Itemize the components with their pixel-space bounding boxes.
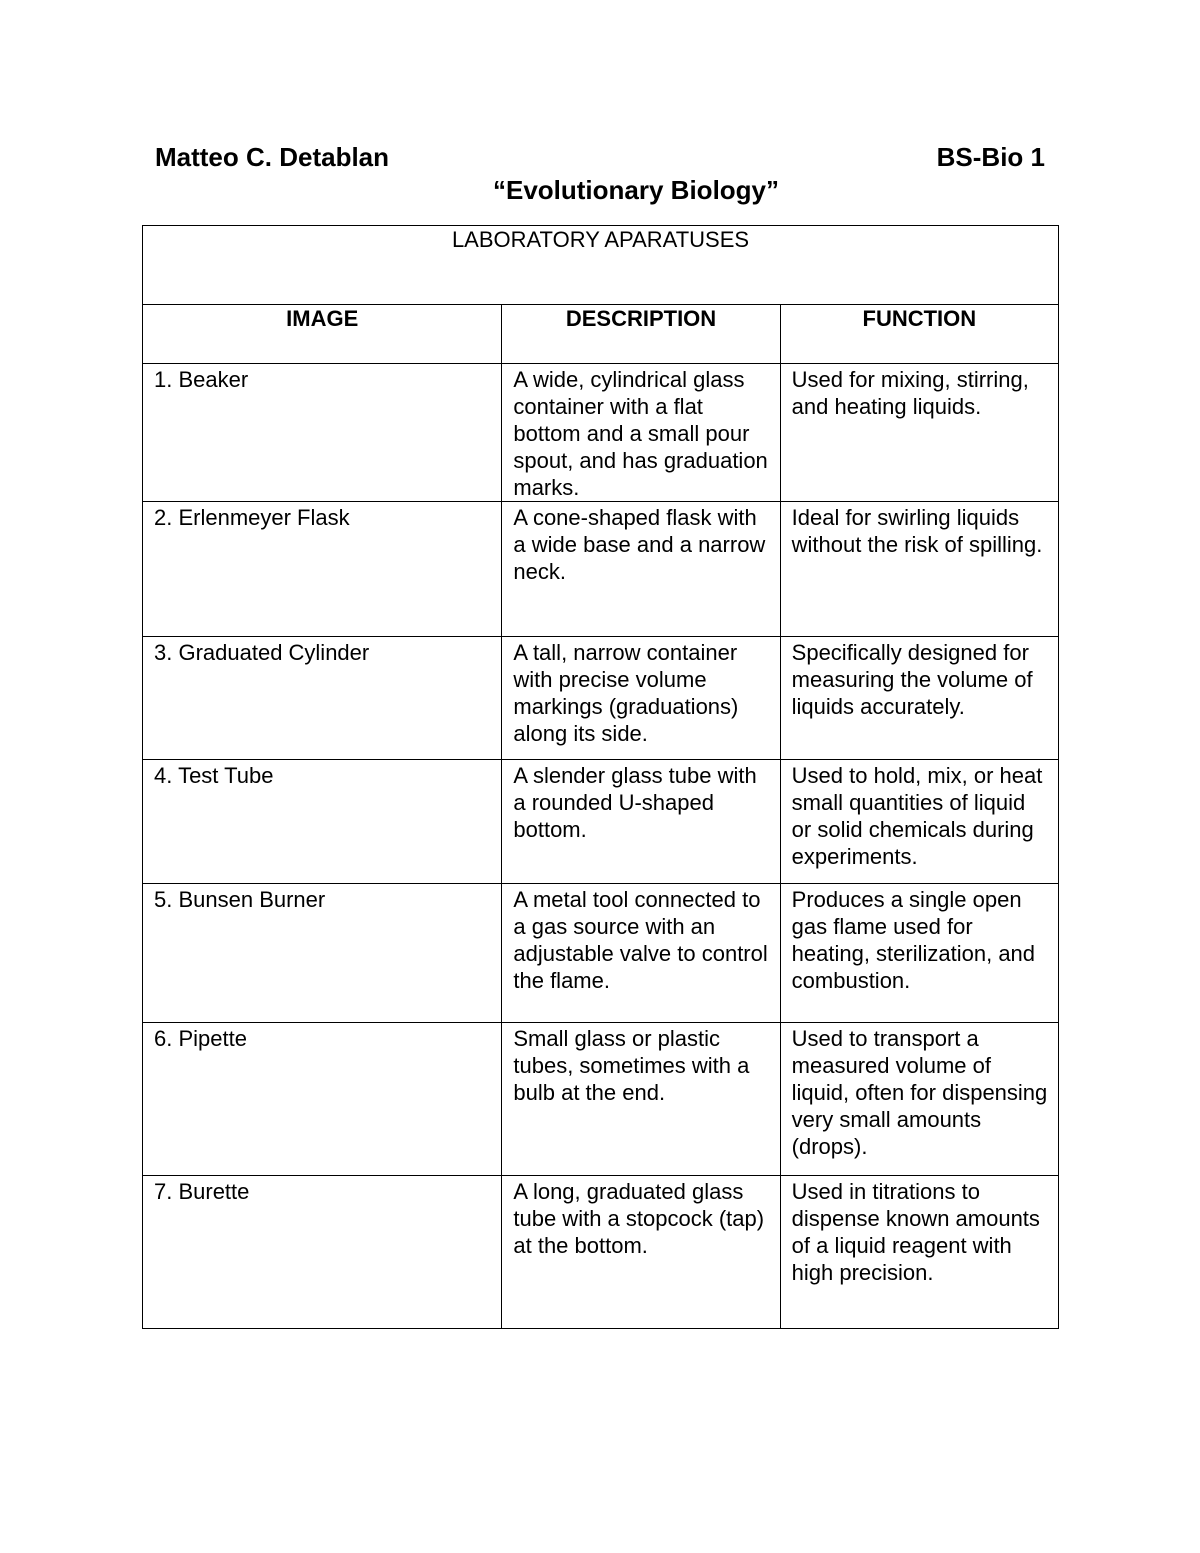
column-header-function: FUNCTION [780,305,1058,364]
document-title: “Evolutionary Biology” [492,175,780,205]
image-cell [143,1176,502,1329]
apparatus-function: Used to transport a measured volume of liquid, often for dispensing very small amounts (drops). [791,1026,1048,1159]
function-cell [780,1176,1058,1329]
apparatus-table [142,225,1059,1329]
apparatus-name: 3. Graduated Cylinder [154,640,370,665]
image-cell [143,364,502,502]
column-header-description: DESCRIPTION [502,305,780,364]
description-cell [502,760,780,884]
apparatus-name: 2. Erlenmeyer Flask [154,505,350,530]
table-row [143,884,1059,1023]
table-row [143,760,1059,884]
table-row [143,1176,1059,1329]
apparatus-name: 5. Bunsen Burner [154,887,326,912]
apparatus-function: Produces a single open gas flame used for heating, sterilization, and combustion. [791,887,1036,993]
description-cell [502,1023,780,1176]
function-cell [780,1023,1058,1176]
function-cell [780,760,1058,884]
function-cell [780,364,1058,502]
description-cell [502,1176,780,1329]
table-row [143,637,1059,760]
column-header-image: IMAGE [143,305,502,364]
description-cell [502,364,780,502]
apparatus-description: A slender glass tube with a rounded U-shaped bottom. [513,763,757,842]
author-name: Matteo C. Detablan [155,142,390,172]
image-cell [143,637,502,760]
image-cell [143,760,502,884]
description-cell [502,502,780,637]
apparatus-description: A cone-shaped flask with a wide base and a narrow neck. [513,505,766,584]
apparatus-name: 7. Burette [154,1179,250,1204]
function-cell [780,502,1058,637]
description-cell [502,637,780,760]
table-banner: LABORATORY APARATUSES [143,226,1059,305]
function-cell [780,637,1058,760]
table-row [143,502,1059,637]
apparatus-name: 6. Pipette [154,1026,247,1051]
apparatus-name: 1. Beaker [154,367,249,392]
apparatus-function: Ideal for swirling liquids without the risk of spilling. [791,505,1043,557]
apparatus-function: Used in titrations to dispense known amounts of a liquid reagent with high precision. [791,1179,1040,1285]
table-row [143,1023,1059,1176]
apparatus-function: Used to hold, mix, or heat small quantities of liquid or solid chemicals during experiments. [791,763,1043,869]
apparatus-function: Used for mixing, stirring, and heating liquids. [791,367,1029,419]
apparatus-description: A wide, cylindrical glass container with a flat bottom and a small pour spout, and has graduation marks. [513,367,768,500]
description-cell [502,884,780,1023]
apparatus-description: A long, graduated glass tube with a stopcock (tap) at the bottom. [513,1179,765,1258]
image-cell [143,1023,502,1176]
image-cell [143,502,502,637]
apparatus-description: A tall, narrow container with precise volume markings (graduations) along its side. [513,640,739,746]
apparatus-name: 4. Test Tube [154,763,274,788]
table-row [143,364,1059,502]
function-cell [780,884,1058,1023]
course-label: BS-Bio 1 [936,142,1045,172]
apparatus-function: Specifically designed for measuring the volume of liquids accurately. [791,640,1033,719]
apparatus-description: Small glass or plastic tubes, sometimes with a bulb at the end. [513,1026,750,1105]
apparatus-description: A metal tool connected to a gas source with an adjustable valve to control the flame. [513,887,768,993]
image-cell [143,884,502,1023]
